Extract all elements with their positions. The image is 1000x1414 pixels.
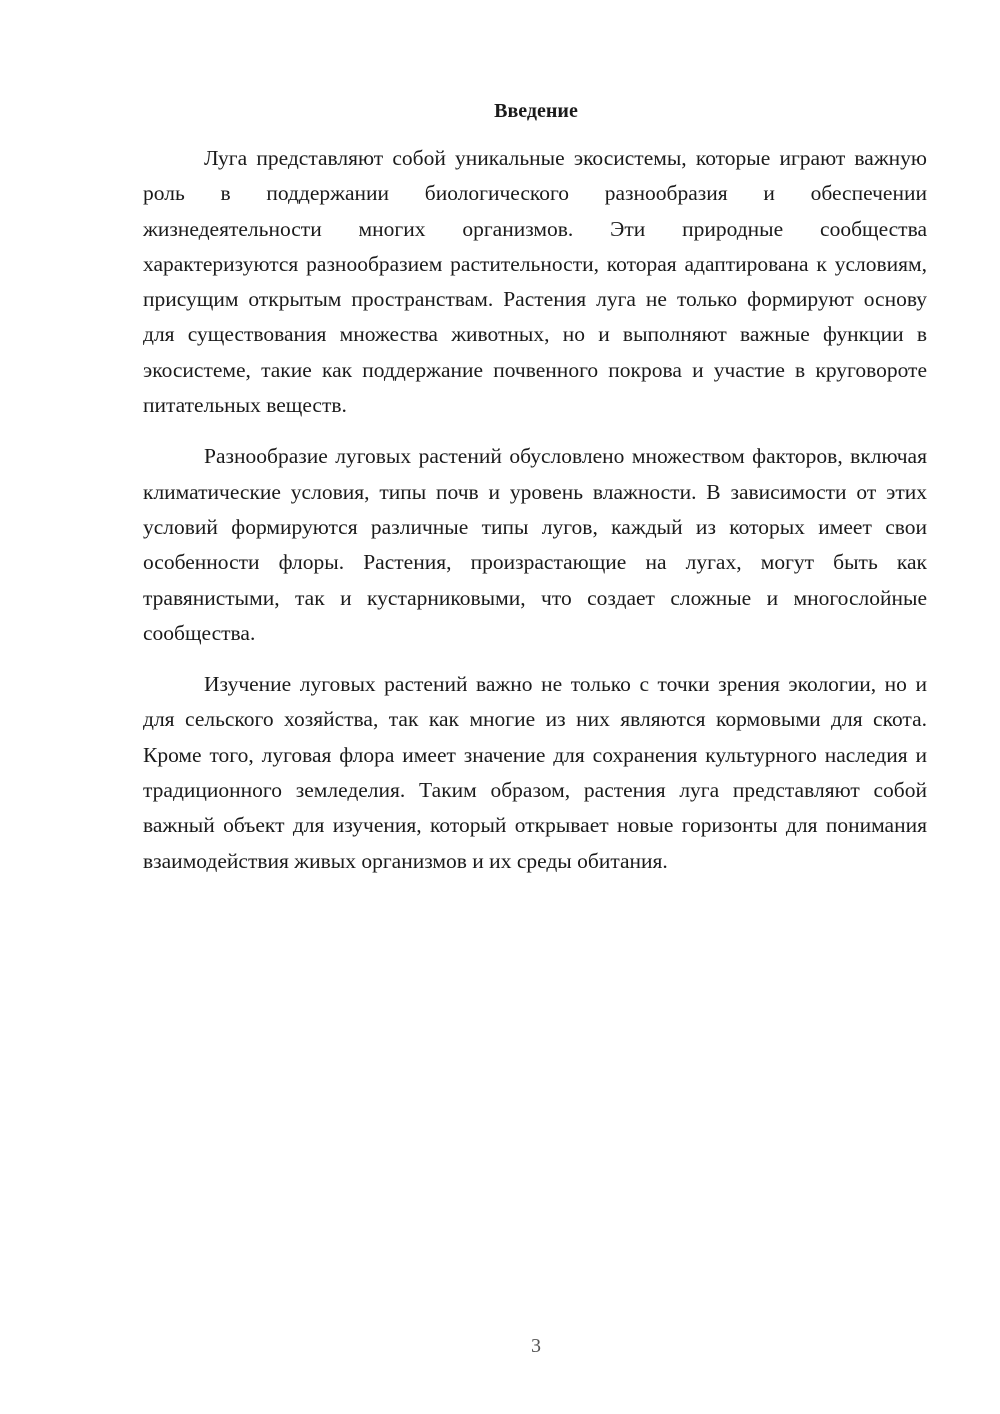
body-text	[143, 141, 927, 895]
paragraph-1: Луга представляют собой уникальные экосистемы, которые играют важную роль в поддержании биологического разнообразия и обеспечении жизнедеятельности многих организмов. Эти природные сообщества характеризуются разнообразием растительности, которая адаптирована к условиям, присущим открытым пространствам. Растения луга не только формируют основу для существования множества животных, но и выполняют важные функции в экосистеме, такие как поддержание почвенного покрова и участие в круговороте питательных веществ.	[143, 146, 927, 418]
paragraph-2: Разнообразие луговых растений обусловлено множеством факторов, включая климатические условия, типы почв и уровень влажности. В зависимости от этих условий формируются различные типы лугов, каждый из которых имеет свои особенности флоры. Растения, произрастающие на лугах, могут быть как травянистыми, так и кустарниковыми, что создает сложные и многослойные сообщества.	[143, 444, 927, 645]
page-number: 3	[531, 1335, 541, 1357]
paragraph-3: Изучение луговых растений важно не только с точки зрения экологии, но и для сельского хозяйства, так как многие из них являются кормовыми для скота. Кроме того, луговая флора имеет значение для сохранения культурного наследия и традиционного земледелия. Таким образом, растения луга представляют собой важный объект для изучения, который открывает новые горизонты для понимания взаимодействия живых организмов и их среды обитания.	[143, 672, 927, 873]
section-heading: Введение	[494, 100, 578, 122]
